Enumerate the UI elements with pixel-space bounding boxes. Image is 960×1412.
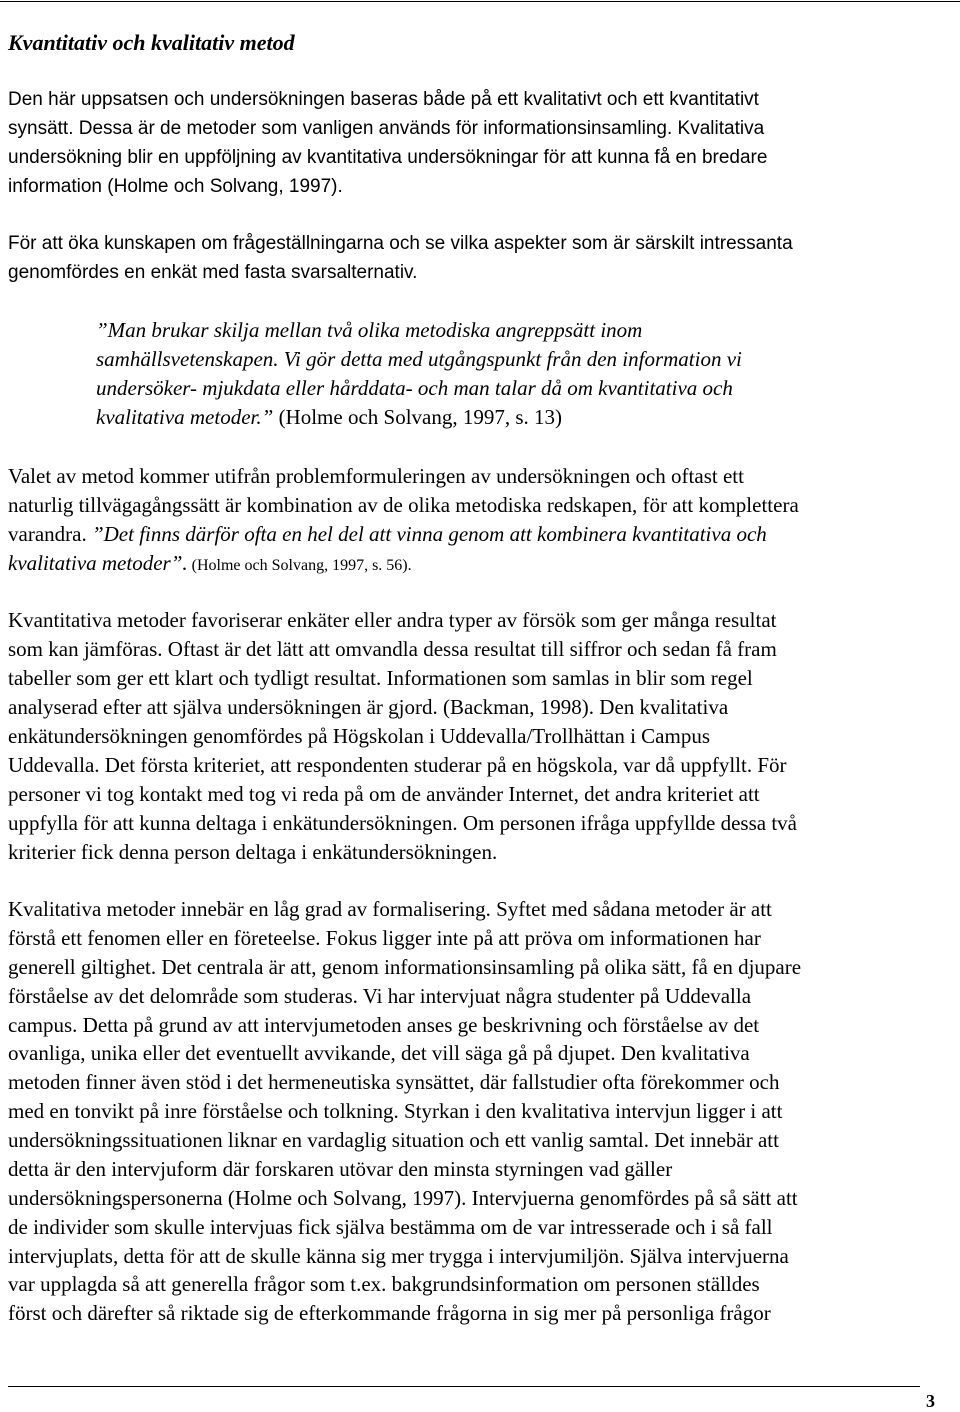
text-line: kriterier fick denna person deltaga i enkätundersökningen. [8,840,498,864]
text-line: med en tonvikt på inre förståelse och tolkning. Styrkan i den kvalitativa intervjun ligger i att [8,1099,783,1123]
text-line: campus. Detta på grund av att intervjumetoden anses ge beskrivning och förståelse av det [8,1013,760,1037]
text-line: detta är den intervjuform där forskaren utövar den minsta styrningen vad gäller [8,1157,673,1181]
text-line: de individer som skulle intervjuas fick själva bestämma om de var intresserade och i så fall [8,1215,773,1239]
text-line: genomfördes en enkät med fasta svarsalternativ. [8,262,418,283]
quote-text: kvalitativa metoder”. [8,551,188,575]
text-line: uppfylla för att kunna deltaga i enkätundersökningen. Om personen ifråga uppfyllde dessa två [8,811,798,835]
text-line: Den här uppsatsen och undersökningen baseras både på ett kvalitativt och ett kvantitativt [8,89,759,110]
text-line [8,549,412,580]
quote-line: samhällsvetenskapen. Vi gör detta med utgångspunkt från den information vi [96,347,742,371]
text-line: synsätt. Dessa är de metoder som vanligen används för informationsinsamling. Kvalitativa [8,118,765,139]
page-number: 3 [926,1391,935,1411]
text-line: undersökning blir en uppföljning av kvantitativa undersökningar för att kunna få en bredare [8,147,768,168]
page-heading: Kvantitativ och kvalitativ metod [8,30,295,55]
text-line: först och därefter så riktade sig de efterkommande frågorna in sig mer på personliga frågor [8,1301,771,1325]
text-line: analyserad efter att själva undersökningen är gjord. (Backman, 1998). Den kvalitativa [8,695,729,719]
text-line: undersökningspersonerna (Holme och Solvang, 1997). Intervjuerna genomfördes på så sätt att [8,1186,798,1210]
text-line: förståelse av det delområde som studeras. Vi har intervjuat några studenter på Uddevalla [8,984,752,1008]
footer-rule [8,1386,920,1387]
top-rule [0,1,960,2]
quote-text: ”Det finns därför ofta en hel del att vinna genom att kombinera kvantitativa och [91,522,767,546]
text-line: Kvantitativa metoder favoriserar enkäter eller andra typer av försök som ger många resultat [8,608,777,632]
text-line: förstå ett fenomen eller en företeelse. Fokus ligger inte på att pröva om informationen har [8,926,761,950]
quote-line: undersöker- mjukdata eller hårddata- och man talar då om kvantitativa och [96,376,733,400]
quote-text: kvalitativa metoder.” [96,405,274,429]
text-line: naturlig tillvägagångssätt är kombination av de olika metodiska redskapen, för att komplettera [8,493,799,517]
text-line: För att öka kunskapen om frågeställningarna och se vilka aspekter som är särskilt intressanta [8,233,793,254]
text-span: varandra. [8,522,92,546]
text-line: personer vi tog kontakt med tog vi reda på om de använder Internet, det andra kriteriet att [8,782,760,806]
text-line: som kan jämföras. Oftast är det lätt att omvandla dessa resultat till siffror och sedan få fram [8,637,777,661]
quote-line: ”Man brukar skilja mellan två olika metodiska angreppsätt inom [96,318,643,342]
text-line: Kvalitativa metoder innebär en låg grad av formalisering. Syftet med sådana metoder är att [8,897,772,921]
citation: (Holme och Solvang, 1997, s. 56). [187,557,412,574]
citation: (Holme och Solvang, 1997, s. 13) [273,405,563,429]
text-line: information (Holme och Solvang, 1997). [8,176,343,197]
text-line: generell giltighet. Det centrala är att, genom informationsinsamling på olika sätt, få en djupare [8,955,802,979]
text-line: metoden finner även stöd i det hermeneutiska synsättet, där fallstudier ofta förekommer och [8,1070,780,1094]
text-line: Valet av metod kommer utifrån problemformuleringen av undersökningen och oftast ett [8,464,744,488]
text-line: var upplagda så att generella frågor som t.ex. bakgrundsinformation om personen ställdes [8,1272,760,1296]
text-line: Uddevalla. Det första kriteriet, att respondenten studerar på en högskola, var då uppfyllt. För [8,753,787,777]
quote-line [96,403,562,431]
text-line: intervjuplats, detta för att de skulle känna sig mer trygga i intervjumiljön. Själva intervjuerna [8,1244,789,1268]
text-line: undersökningssituationen liknar en vardaglig situation och ett vanlig samtal. Det innebär att [8,1128,779,1152]
text-line: ovanliga, unika eller det eventuellt avvikande, det vill säga gå på djupet. Den kvalitativa [8,1041,750,1065]
text-line: tabeller som ger ett klart och tydligt resultat. Informationen som samlas in blir som regel [8,666,753,690]
text-line: enkätundersökningen genomfördes på Högskolan i Uddevalla/Trollhättan i Campus [8,724,711,748]
text-line [8,520,767,548]
